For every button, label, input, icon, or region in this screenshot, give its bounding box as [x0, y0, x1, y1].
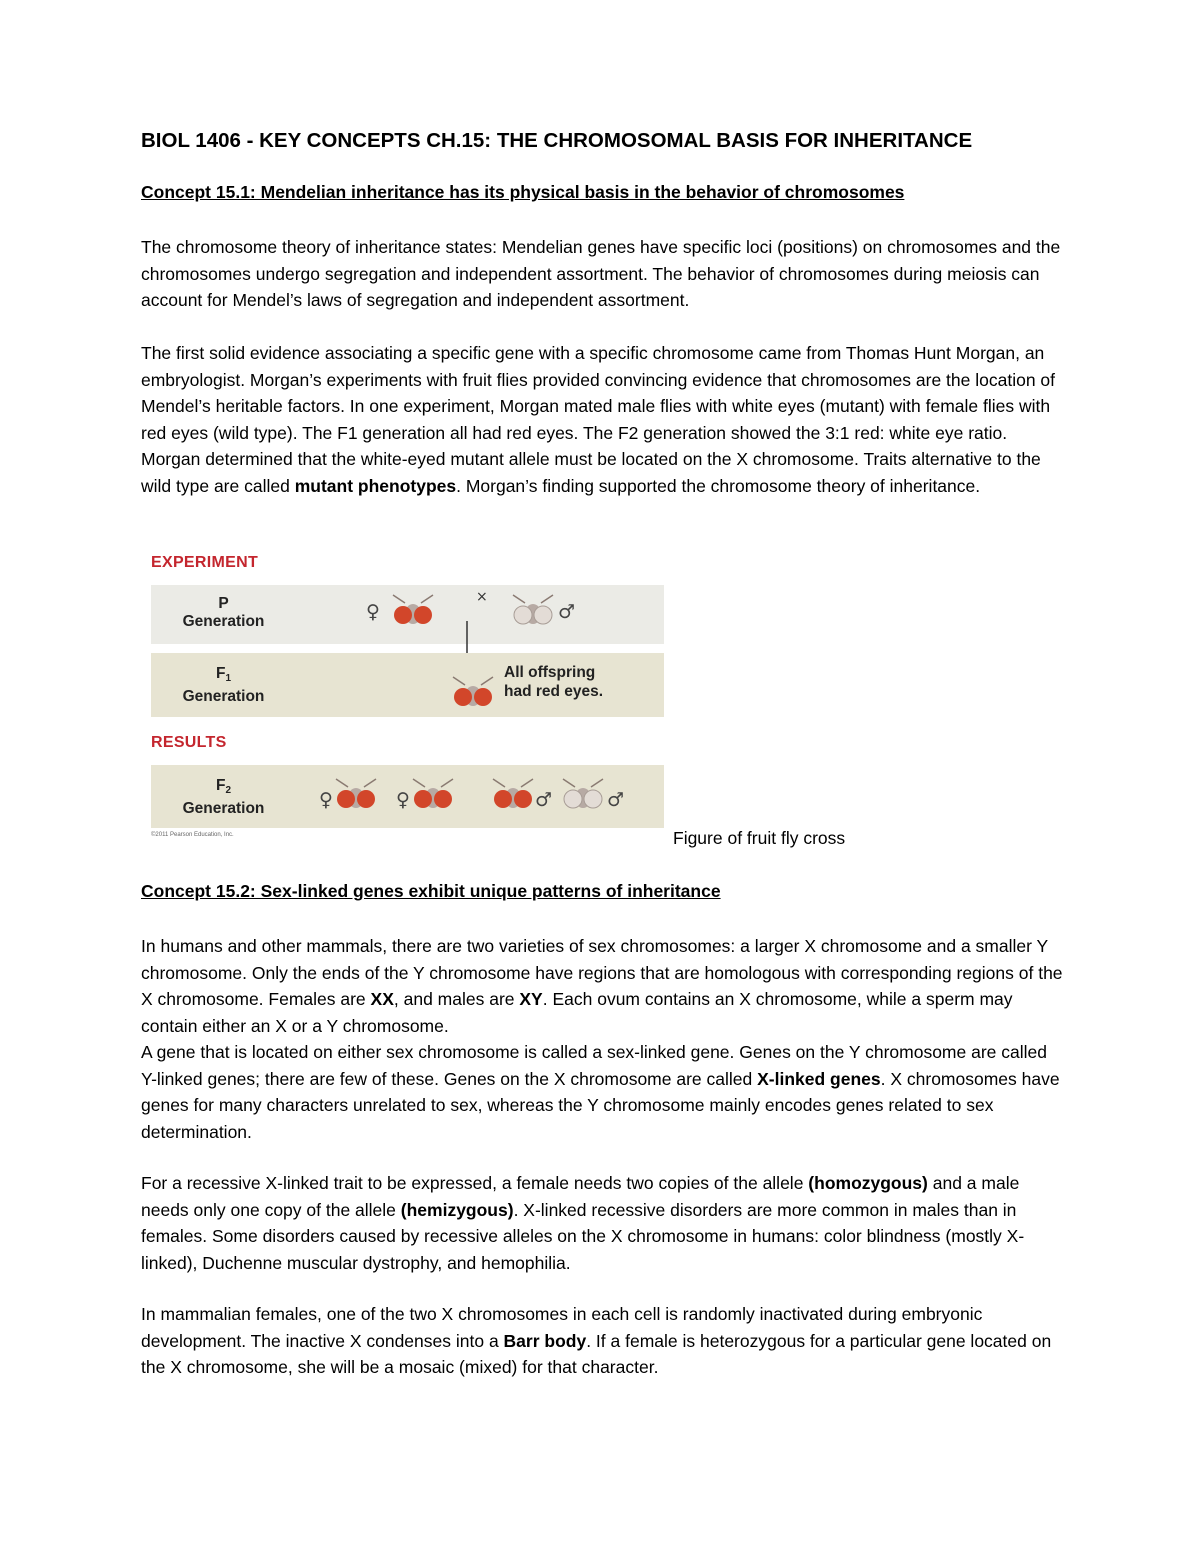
concept-15-1-paragraph-1 — [141, 234, 1066, 314]
f1-subscript: 1 — [225, 673, 232, 684]
male-symbol-icon: ♂ — [535, 789, 553, 811]
bold-term-barr-body: Barr body — [503, 1330, 587, 1351]
p-generation-word: Generation — [182, 613, 265, 630]
p-generation-band — [151, 585, 664, 644]
concept-15-1-paragraph-2 — [141, 340, 1066, 499]
f2-generation-word: Generation — [182, 800, 265, 817]
figure-caption: Figure of fruit fly cross — [673, 828, 846, 848]
red-eyed-fly-icon — [391, 593, 435, 627]
white-eyed-fly-icon — [511, 593, 555, 627]
f2-generation-label — [151, 777, 296, 818]
red-eyed-fly-icon — [334, 777, 378, 811]
concept-15-2-paragraph-2 — [141, 1039, 1066, 1145]
document-title: BIOL 1406 - KEY CONCEPTS CH.15: THE CHROMOSOMAL BASIS FOR INHERITANCE — [141, 129, 973, 152]
cross-symbol: × — [476, 589, 488, 605]
red-eyed-fly-icon — [451, 675, 495, 709]
concept-15-2-paragraph-1 — [141, 933, 1066, 1039]
paragraph-text: . Each ovum contains an X chromosome, while a sperm may contain either an X or a Y chromosome. — [141, 989, 1013, 1036]
bold-term-hemizygous: (hemizygous) — [400, 1199, 514, 1220]
f2-subscript: 2 — [225, 785, 232, 796]
paragraph-text: In humans and other mammals, there are two varieties of sex chromosomes: a larger X chromosome and a smaller Y chromosome. Only the ends of the Y chromosome have regions that are homologous with corresponding regions of the X chromosome. Females are — [141, 936, 1063, 1009]
paragraph-text: . X-linked recessive disorders are more common in males than in females. Some disorders caused by recessive alleles on the X chromosome in humans: color blindness (mostly X-linked), Duchenne muscular dystrophy, and hemophilia. — [141, 1199, 1025, 1273]
p-generation-label — [151, 595, 296, 631]
paragraph-text: , and males are — [393, 989, 520, 1009]
f1-generation-label — [151, 665, 296, 706]
experiment-label: EXPERIMENT — [151, 554, 259, 571]
bold-term-x-linked-genes: X-linked genes — [757, 1068, 881, 1089]
results-label: RESULTS — [151, 734, 227, 751]
paragraph-text: The first solid evidence associating a specific gene with a specific chromosome came from Thomas Hunt Morgan, an embryologist. Morgan’s experiments with fruit flies provided convincing evidence that chromosomes are the location of Mendel’s heritable factors. In one experiment, Morgan mated male flies with white eyes (mutant) with female flies with red eyes (wild type). The F1 generation all had red eyes. The F2 generation showed the 3:1 red: white eye ratio. Morgan determined that the white-eyed mutant allele must be located on the X chromosome. Traits alternative to the wild type are called — [141, 343, 1056, 496]
paragraph-text: A gene that is located on either sex chromosome is called a sex-linked gene. Genes on the Y chromosome are called Y-linked genes; there are few of these. Genes on the X chromosome are called — [141, 1042, 1047, 1089]
paragraph-text: . Morgan’s finding supported the chromosome theory of inheritance. — [456, 475, 981, 496]
concept-15-1-heading: Concept 15.1: Mendelian inheritance has its physical basis in the behavior of chromosomes — [141, 182, 905, 202]
f1-note-line-2: had red eyes. — [504, 683, 604, 700]
p-generation-letter: P — [218, 595, 229, 612]
bold-term-homozygous: (homozygous) — [808, 1173, 928, 1193]
f1-generation-word: Generation — [182, 688, 265, 705]
red-eyed-fly-icon — [411, 777, 455, 811]
bold-term-xx: XX — [370, 989, 394, 1009]
f1-letter: F — [215, 665, 226, 682]
white-eyed-fly-icon — [561, 777, 605, 811]
red-eyed-fly-icon — [491, 777, 535, 811]
fruit-fly-cross-figure — [141, 548, 671, 844]
paragraph-text: . X chromosomes have genes for many characters unrelated to sex, whereas the Y chromosome mainly encodes genes related to sex determination. — [141, 1068, 1060, 1142]
f1-generation-letter — [151, 665, 296, 688]
male-symbol-icon: ♂ — [558, 601, 576, 623]
paragraph-text: The chromosome theory of inheritance states: Mendelian genes have specific loci (positions) on chromosomes and the chromosomes undergo segregation and independent assortment. The behavior of chromosomes during meiosis can account for Mendel’s laws of segregation and independent assortment. — [141, 237, 1061, 310]
paragraph-text: In mammalian females, one of the two X chromosomes in each cell is randomly inactivated during embryonic development. The inactive X condenses into a — [141, 1304, 983, 1351]
concept-15-2-paragraph-3 — [141, 1170, 1066, 1276]
figure-copyright: ©2011 Pearson Education, Inc. — [151, 832, 234, 838]
concept-15-2-heading: Concept 15.2: Sex-linked genes exhibit unique patterns of inheritance — [141, 881, 721, 901]
paragraph-text: and a male needs only one copy of the allele — [141, 1173, 1020, 1220]
f1-note-line-1: All offspring — [504, 664, 596, 681]
bold-term-mutant-phenotypes: mutant phenotypes — [294, 475, 457, 496]
female-symbol-icon: ♀ — [319, 789, 333, 811]
paragraph-text: For a recessive X-linked trait to be expressed, a female needs two copies of the allele — [141, 1173, 809, 1193]
paragraph-text: . If a female is heterozygous for a particular gene located on the X chromosome, she will be a mosaic (mixed) for that character. — [141, 1330, 1052, 1377]
f1-result-note — [504, 663, 603, 701]
f1-generation-band — [151, 653, 664, 717]
f2-letter: F — [215, 777, 226, 794]
female-symbol-icon: ♀ — [366, 601, 380, 623]
concept-15-2-paragraph-4 — [141, 1301, 1066, 1381]
f2-generation-band — [151, 765, 664, 828]
female-symbol-icon: ♀ — [396, 789, 410, 811]
f2-generation-letter — [151, 777, 296, 800]
male-symbol-icon: ♂ — [607, 789, 625, 811]
bold-term-xy: XY — [519, 989, 543, 1009]
